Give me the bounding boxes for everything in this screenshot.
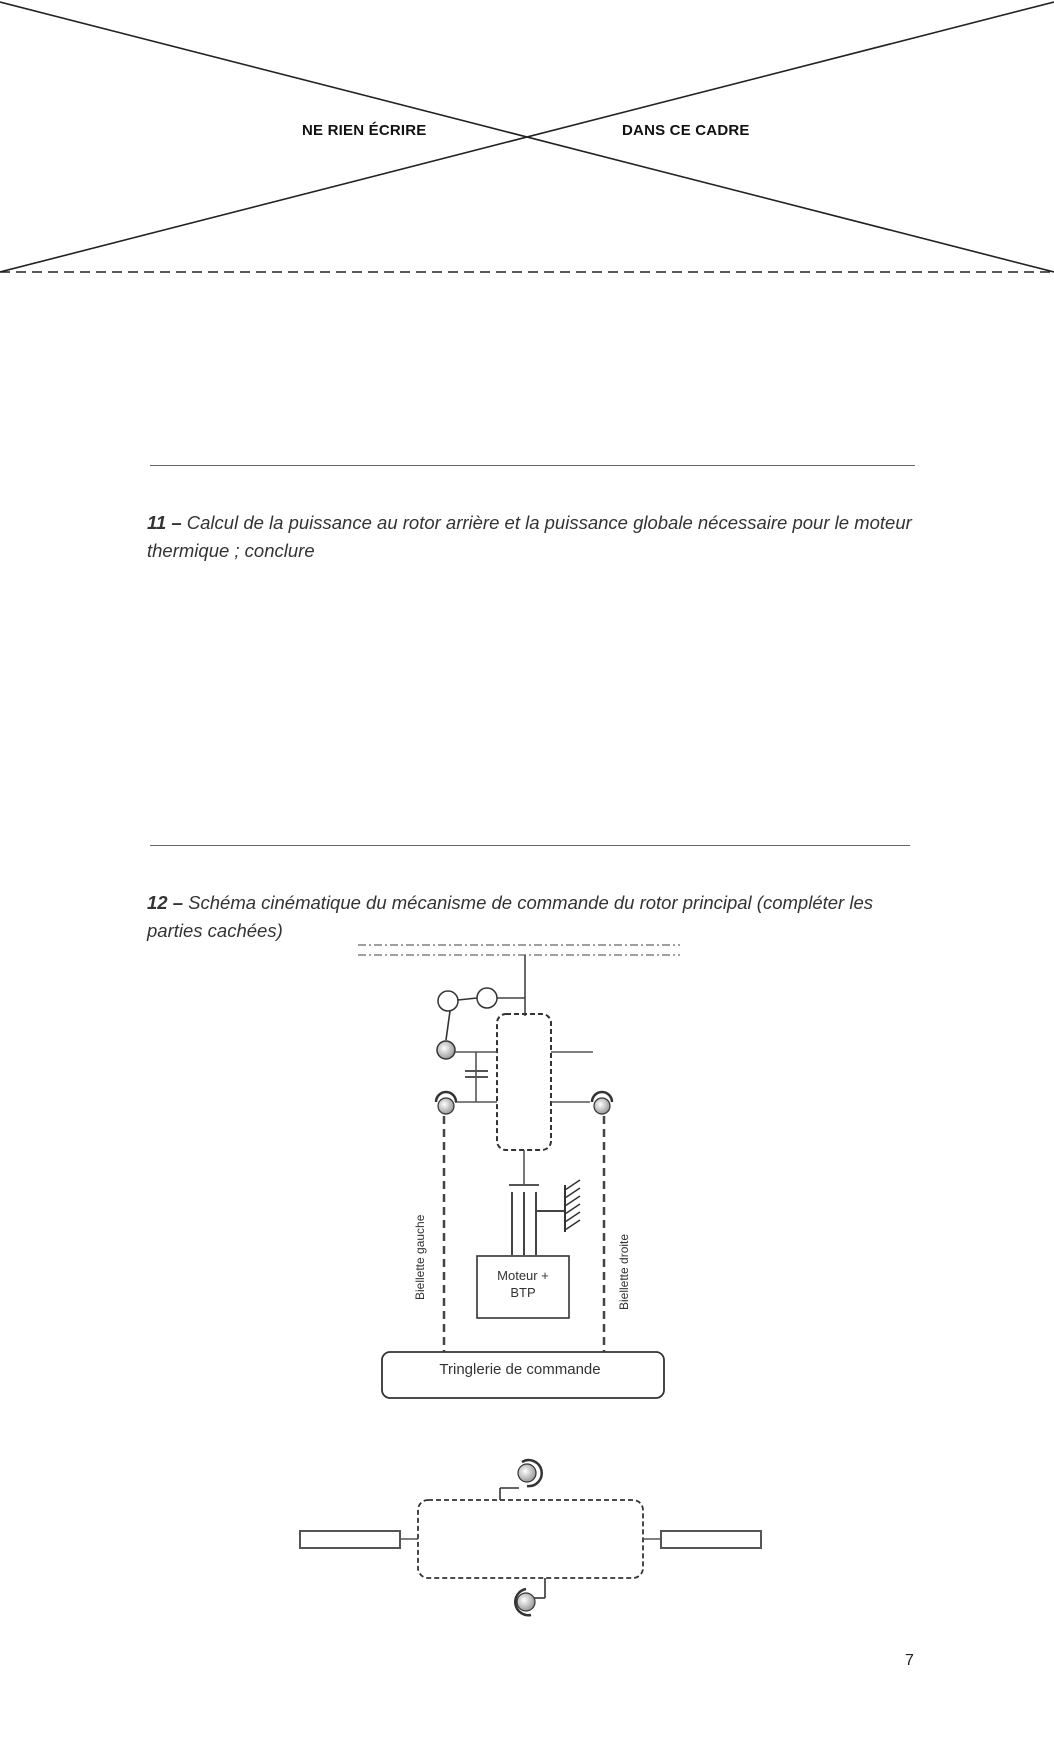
joint-link-1 — [458, 998, 477, 1000]
ball-joint-bottom — [517, 1593, 535, 1611]
question-11-number: 11 – — [147, 512, 182, 533]
ball-joint-bottom-left — [438, 1098, 454, 1114]
left-bar — [300, 1531, 400, 1548]
header-right-text: DANS CE CADRE — [622, 122, 750, 139]
left-link-label: Biellette gauche — [413, 1214, 427, 1300]
header-left-text: NE RIEN ÉCRIRE — [302, 122, 427, 139]
question-11-text: Calcul de la puissance au rotor arrière et la puissance globale nécessaire pour le moteur thermique ; conclure — [147, 512, 912, 561]
ground-hatch — [565, 1180, 580, 1230]
ball-joint-top-left — [438, 991, 458, 1011]
page-number: 7 — [905, 1652, 914, 1669]
question-12-text: Schéma cinématique du mécanisme de commande du rotor principal (compléter les parties cachées) — [147, 892, 873, 941]
linkage-label: Tringlerie de commande — [439, 1361, 601, 1378]
ball-joint-top — [518, 1464, 536, 1482]
lower-housing — [418, 1500, 643, 1578]
ball-joint-mid-left — [437, 1041, 455, 1059]
swashplate-housing — [497, 1014, 551, 1150]
motor-label-line2: BTP — [510, 1285, 536, 1300]
ball-joint-top-right — [477, 988, 497, 1008]
right-bar — [661, 1531, 761, 1548]
right-link-label: Biellette droite — [617, 1233, 631, 1310]
ball-joint-bottom-right — [594, 1098, 610, 1114]
question-12-number: 12 – — [147, 892, 184, 913]
motor-label-line1: Moteur + — [497, 1268, 549, 1283]
joint-link-2 — [446, 1011, 450, 1040]
